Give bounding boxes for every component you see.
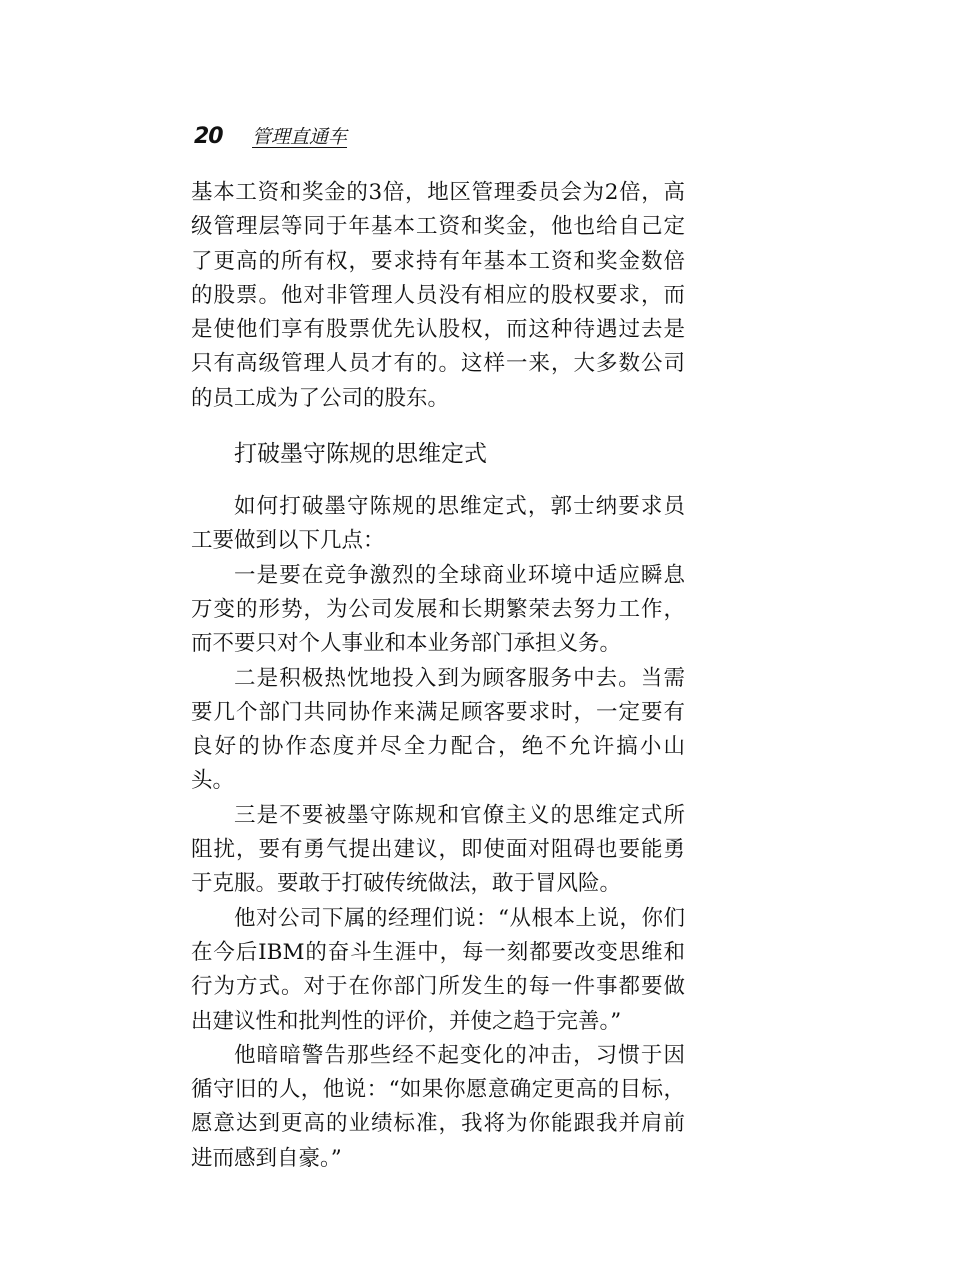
paragraph: 一是要在竞争激烈的全球商业环境中适应瞬息万变的形势，为公司发展和长期繁荣去努力工作，而不要只对个人事业和本业务部门承担义务。 bbox=[191, 562, 685, 657]
paragraph: 二是积极热忱地投入到为顾客服务中去。当需要几个部门共同协作来满足顾客要求时，一定要有良好的协作态度并尽全力配合，绝不允许搞小山头。 bbox=[191, 665, 685, 794]
paragraph: 基本工资和奖金的3倍，地区管理委员会为2倍，高级管理层等同于年基本工资和奖金，他也给自己定了更高的所有权，要求持有年基本工资和奖金数倍的股票。他对非管理人员没有相应的股权要求，而是使他们享有股票优先认股权，而这种待遇过去是只有高级管理人员才有的。这样一来，大多数公司的员工成为了公司的股东。 bbox=[191, 180, 685, 411]
running-title: 管理直通车 bbox=[252, 126, 348, 148]
paragraph: 三是不要被墨守陈规和官僚主义的思维定式所阻扰，要有勇气提出建议，即使面对阻碍也要能勇于克服。要敢于打破传统做法，敢于冒风险。 bbox=[191, 802, 685, 897]
page-number: 20 bbox=[194, 124, 223, 149]
section-heading: 打破墨守陈规的思维定式 bbox=[234, 441, 487, 468]
page-header bbox=[194, 122, 347, 156]
paragraph: 他对公司下属的经理们说：“从根本上说，你们在今后IBM的奋斗生涯中，每一刻都要改变思维和行为方式。对于在你部门所发生的每一件事都要做出建议性和批判性的评价，并使之趋于完善。” bbox=[191, 905, 685, 1034]
body-text bbox=[191, 176, 685, 1176]
paragraph: 他暗暗警告那些经不起变化的冲击，习惯于因循守旧的人，他说：“如果你愿意确定更高的目标，愿意达到更高的业绩标准，我将为你能跟我并肩前进而感到自豪。” bbox=[191, 1042, 685, 1171]
paragraph: 如何打破墨守陈规的思维定式，郭士纳要求员工要做到以下几点： bbox=[191, 494, 685, 554]
